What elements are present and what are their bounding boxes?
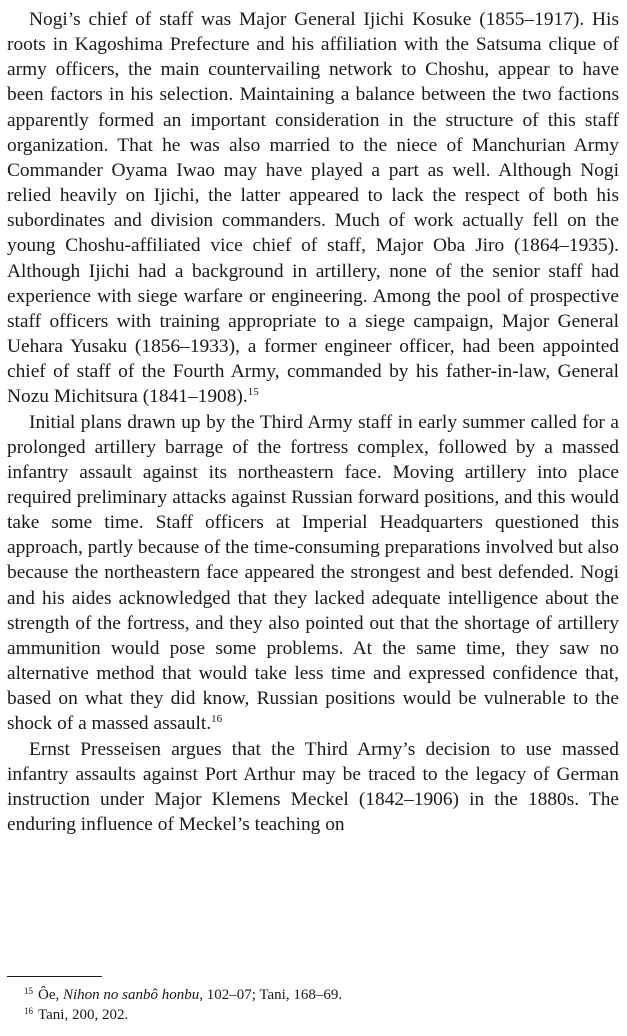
footnote-text: Ôe, xyxy=(38,987,63,1003)
page-body xyxy=(7,7,619,837)
paragraph-text: Initial plans drawn up by the Third Army staff in early summer called for a prolonged artillery barrage of the fortress complex, followed by a massed infantry assault against its northeastern face. Moving artillery into place required preliminary attacks against Russian forward positions, and this would take some time. Staff officers at Imperial Headquarters questioned this approach, partly because of the time-consuming preparations involved but also because the northeastern face appeared the strongest and best defended. Nogi and his aides acknowledged that they lacked adequate intelligence about the strength of the fortress, and they also pointed out that the shortage of artillery ammunition would pose some problems. At the same time, they saw no alternative method that would take less time and expressed confidence that, based on what they did know, Russian positions would be vulnerable to the shock of a massed assault. xyxy=(7,411,619,735)
paragraph-text: Nogi’s chief of staff was Major General Ijichi Kosuke (1855–1917). His roots in Kagoshima Prefecture and his affiliation with the Satsuma clique of army officers, the main countervailing network to Choshu, appear to have been factors in his selection. Maintaining a balance between the two factions apparently formed an important consideration in the structure of this staff organization. That he was also married to the niece of Manchurian Army Commander Oyama Iwao may have played a part as well. Although Nogi relied heavily on Ijichi, the latter appeared to lack the respect of both his subordinates and division commanders. Much of work actually fell on the young Choshu-affiliated vice chief of staff, Major Oba Jiro (1864–1935). Although Ijichi had a background in artillery, none of the senior staff had experience with siege warfare or engineering. Among the pool of prospective staff officers with training appropriate to a siege campaign, Major General Uehara Yusaku (1856–1933), a former engineer officer, had been appointed chief of staff of the Fourth Army, commanded by his father-in-law, General Nozu Michitsura (1841–1908). xyxy=(7,9,619,408)
footnote-text: Tani, 200, 202. xyxy=(38,1006,129,1023)
footnote xyxy=(7,986,619,1006)
footnote-marker: 15 xyxy=(24,986,33,996)
paragraph xyxy=(7,7,619,410)
footnotes xyxy=(7,986,619,1025)
paragraph xyxy=(7,737,619,838)
footnote-marker: 16 xyxy=(24,1005,33,1016)
footnote-reference[interactable]: 15 xyxy=(247,386,259,399)
footnote-reference[interactable]: 16 xyxy=(211,713,223,726)
footnote-title: Nihon no sanbô honbu xyxy=(63,987,200,1003)
paragraph xyxy=(7,410,619,737)
footnote xyxy=(7,1006,619,1026)
footnote-separator xyxy=(7,976,102,977)
footnote-text: , 102–07; Tani, 168–69. xyxy=(199,987,343,1003)
paragraph-text: Ernst Presseisen argues that the Third Army’s decision to use massed infantry assaults against Port Arthur may be traced to the legacy of German instruction under Major Klemens Meckel (1842–1906) in the 1880s. The enduring influence of Meckel’s teaching on xyxy=(7,738,619,835)
main-text xyxy=(7,7,619,837)
